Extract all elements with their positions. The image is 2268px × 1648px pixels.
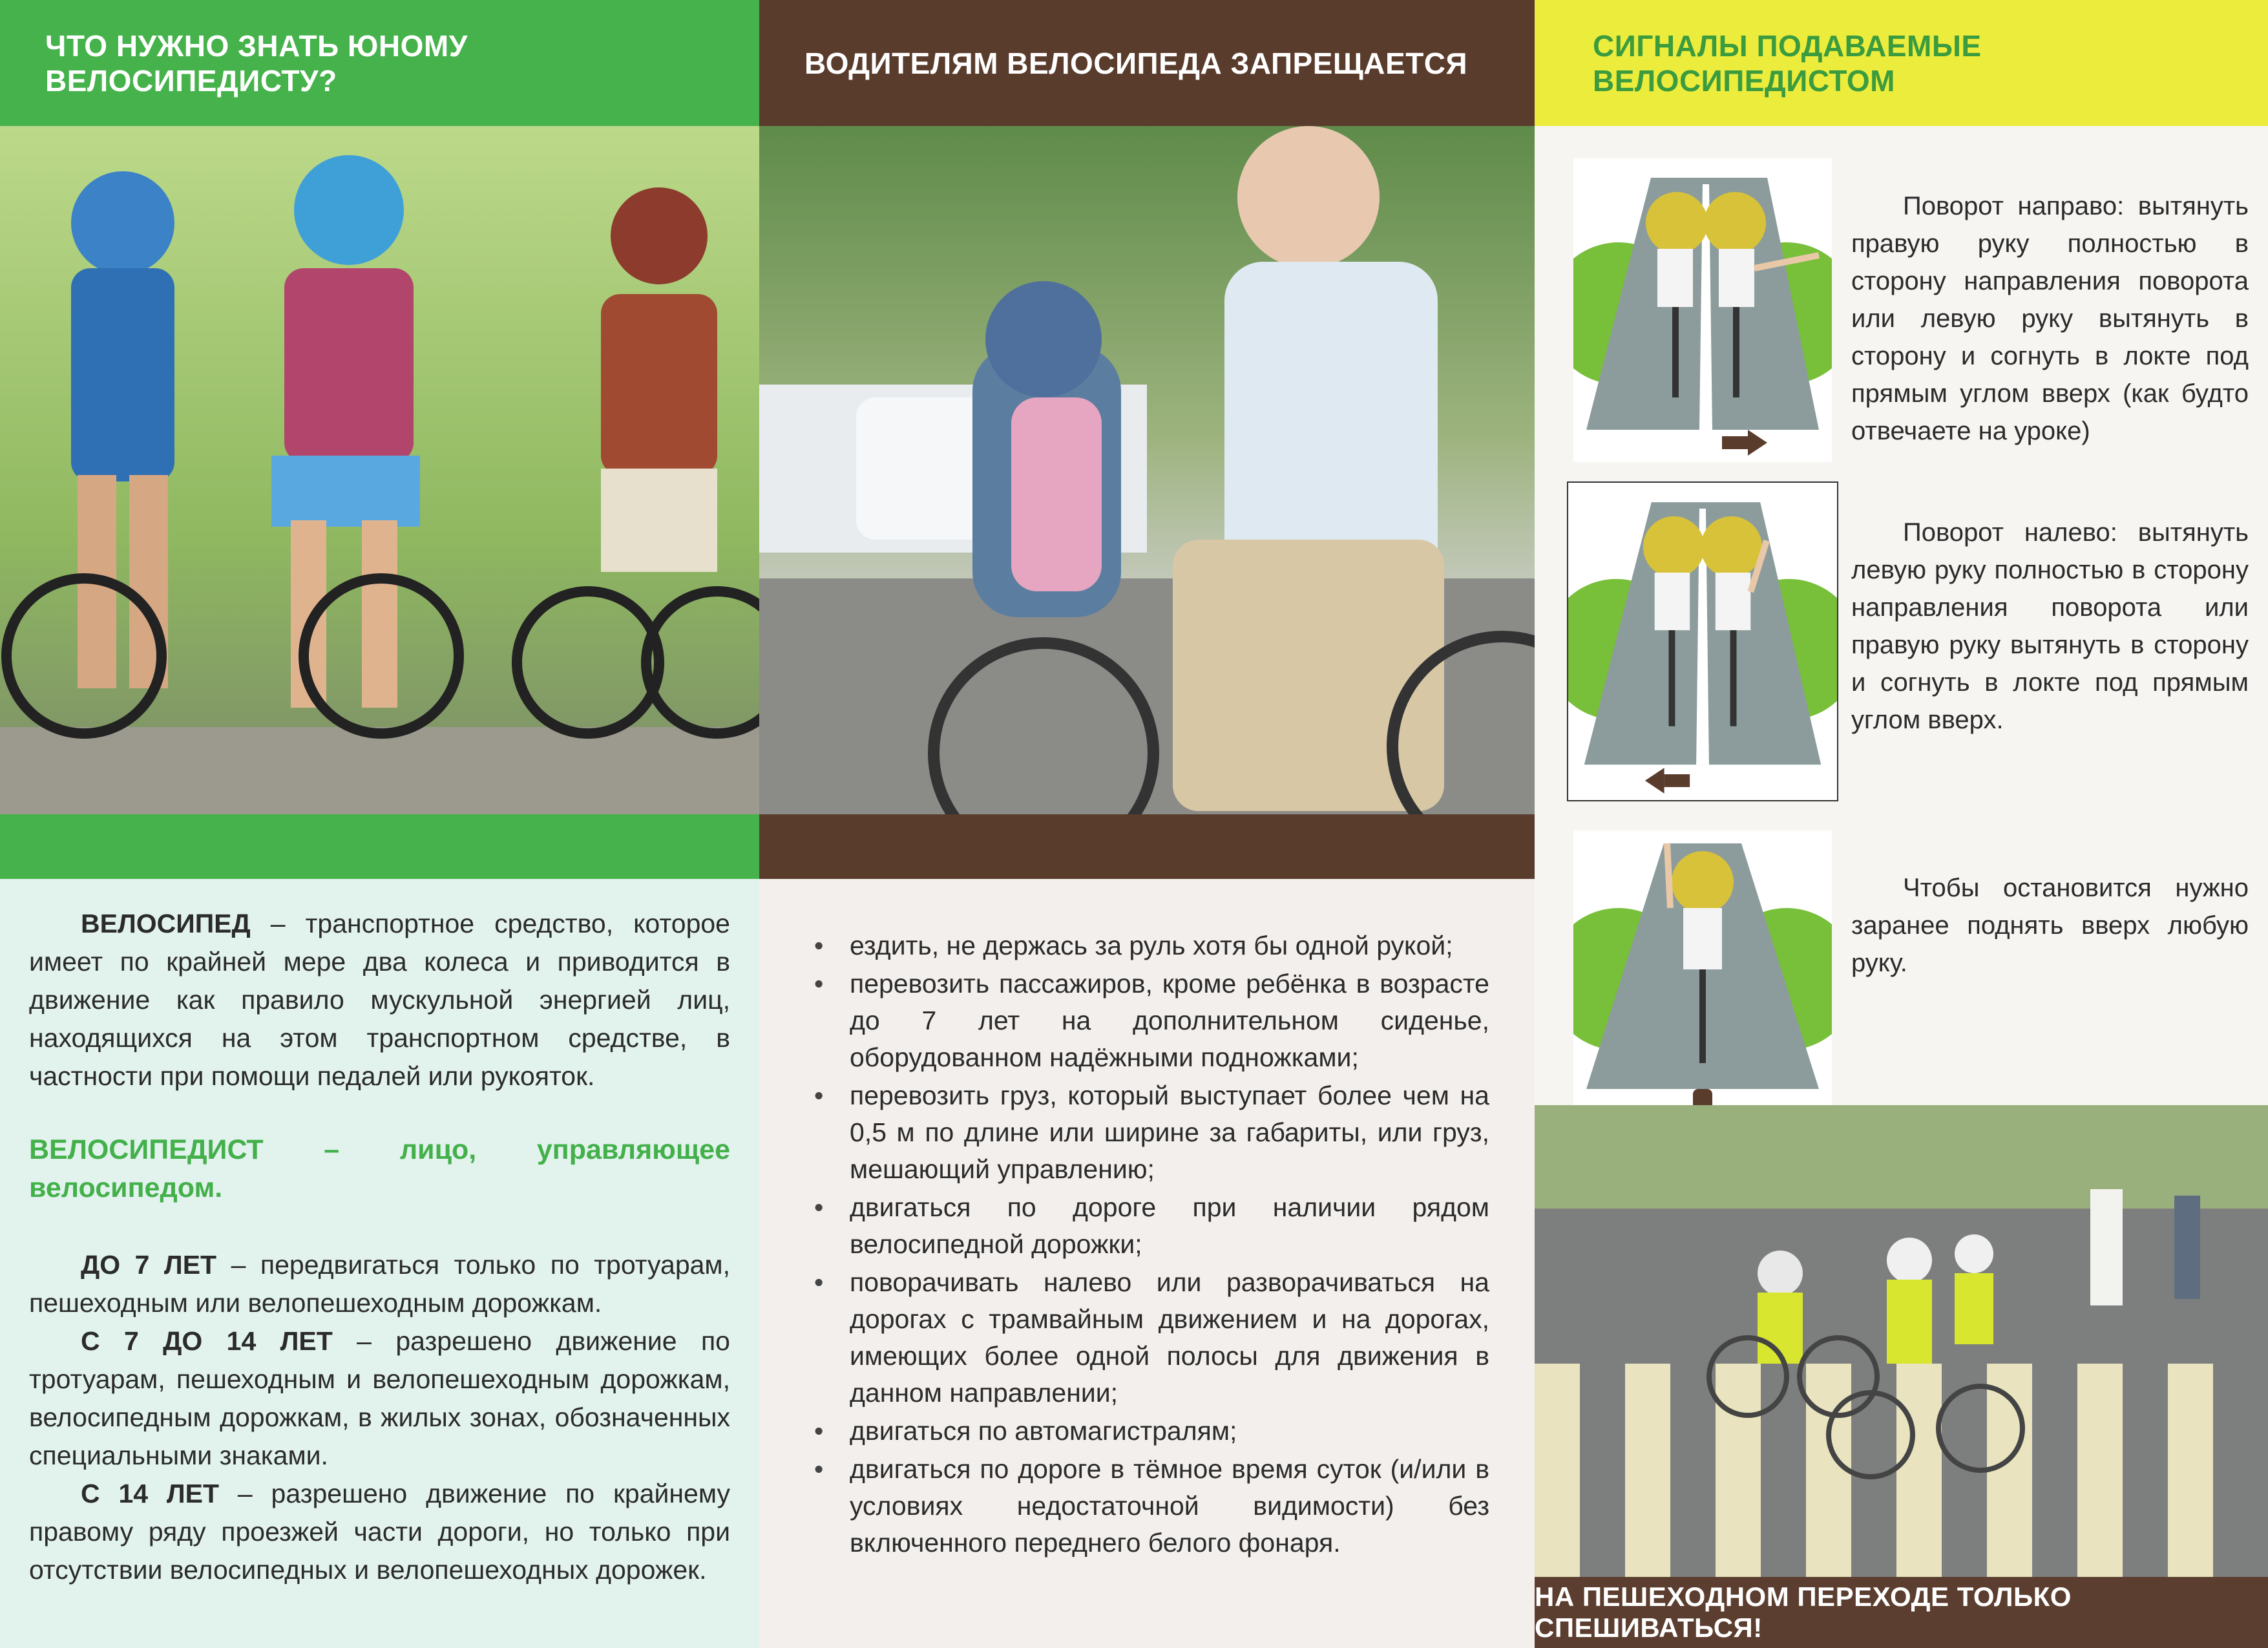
signal-stop-illustration: [1573, 830, 1832, 1128]
signal-right-turn-illustration: [1573, 158, 1832, 462]
header-prohibited-text: ВОДИТЕЛЯМ ВЕЛОСИПЕДА ЗАПРЕЩАЕТСЯ: [804, 46, 1468, 80]
age-14-plus-text: – разрешено движение по крайнему правому ряду проезжей части дороги, но только при отсутствии велосипедных и велопешеходных дорожек.: [29, 1479, 730, 1585]
crosswalk-warning-text: НА ПЕШЕХОДНОМ ПЕРЕХОДЕ ТОЛЬКО СПЕШИВАТЬСЯ!: [1535, 1581, 2072, 1643]
age-7-14-text: – разрешено движение по тротуарам, пешеходным и велопешеходным дорожкам, велосипедным дорожкам, в жилых зонах, обозначенных специальными знаками.: [29, 1326, 730, 1470]
prohibited-item-7: • двигаться по дороге в тёмное время суток (и/или в условиях недостаточной видимости) без включенного переднего белого фонаря.: [850, 1451, 1489, 1561]
age-14-plus: С 14 ЛЕТ: [81, 1479, 220, 1508]
photo-kids-at-crosswalk: [1535, 1105, 2268, 1577]
col2-text-block: [759, 879, 1535, 1648]
col1-text-block: [0, 879, 759, 1648]
bicycle-term: ВЕЛОСИПЕД: [81, 909, 251, 938]
bicycle-definition: [29, 905, 730, 1095]
signal-right-turn-text: Поворот направо: вытянуть правую руку полностью в сторону направления поворота или левую руку вытянуть в сторону и согнуть в локте под прямым углом вверх (как будто отвечаете на уроке): [1851, 192, 2249, 445]
prohibited-item-4: • двигаться по дороге при наличии рядом велосипедной дорожки;: [850, 1189, 1489, 1263]
prohibited-item-1: • ездить, не держась за руль хотя бы одной рукой;: [850, 927, 1489, 964]
prohibited-item-3: • перевозить груз, который выступает более чем на 0,5 м по длине или ширине за габариты, или груз, мешающий управлению;: [850, 1077, 1489, 1188]
crosswalk-warning-banner: [1535, 1577, 2268, 1648]
signal-left-turn-illustration: [1567, 481, 1838, 801]
age-rule-7-14: [29, 1322, 730, 1475]
age-7-14: С 7 ДО 14 ЛЕТ: [81, 1326, 333, 1356]
header-signals-text: СИГНАЛЫ ПОДАВАЕМЫЕ ВЕЛОСИПЕДИСТОМ: [1593, 28, 1982, 98]
prohibited-item-5: • поворачивать налево или разворачиваться на дорогах с трамвайным движением и на дорогах, имеющих более одной полосы для движения в данном направлении;: [850, 1264, 1489, 1411]
header-signals: [1535, 0, 2268, 126]
signal-stop-text: Чтобы остановится нужно заранее поднять вверх любую руку.: [1851, 874, 2249, 977]
prohibited-item-6: • двигаться по автомагистралям;: [850, 1413, 1489, 1450]
photo-mother-with-child-on-bike: [759, 126, 1535, 814]
signal-left-turn-text: Поворот налево: вытянуть левую руку полностью в сторону направления поворота или правую руку вытянуть в сторону и согнуть в локте под прямым углом вверх.: [1851, 518, 2249, 734]
header-young-cyclist-text: ЧТО НУЖНО ЗНАТЬ ЮНОМУ ВЕЛОСИПЕДИСТУ?: [45, 28, 468, 98]
header-prohibited: [759, 0, 1535, 126]
age-rule-14-plus: [29, 1475, 730, 1589]
cyclist-definition: ВЕЛОСИПЕДИСТ – лицо, управляющее велосипедом.: [29, 1134, 730, 1203]
header-young-cyclist: [0, 0, 759, 126]
age-rule-under-7: [29, 1246, 730, 1322]
prohibited-list: [804, 927, 1489, 1561]
brown-band: [759, 814, 1535, 879]
green-band-1: [0, 814, 759, 879]
bicycle-def-text: – транспортное средство, которое имеет по крайней мере два колеса и приводится в движение как правило мускульной энергией лиц, находящихся на этом транспортном средстве, в частности при помощи педалей или рукояток.: [29, 909, 730, 1091]
photo-kids-with-bikes: [0, 126, 759, 814]
prohibited-item-2: • перевозить пассажиров, кроме ребёнка в возрасте до 7 лет на дополнительном сиденье, оборудованном надёжными подножками;: [850, 966, 1489, 1076]
age-under-7: ДО 7 ЛЕТ: [81, 1250, 217, 1280]
age-under-7-text: – передвигаться только по тротуарам, пешеходным или велопешеходным дорожкам.: [29, 1250, 731, 1318]
